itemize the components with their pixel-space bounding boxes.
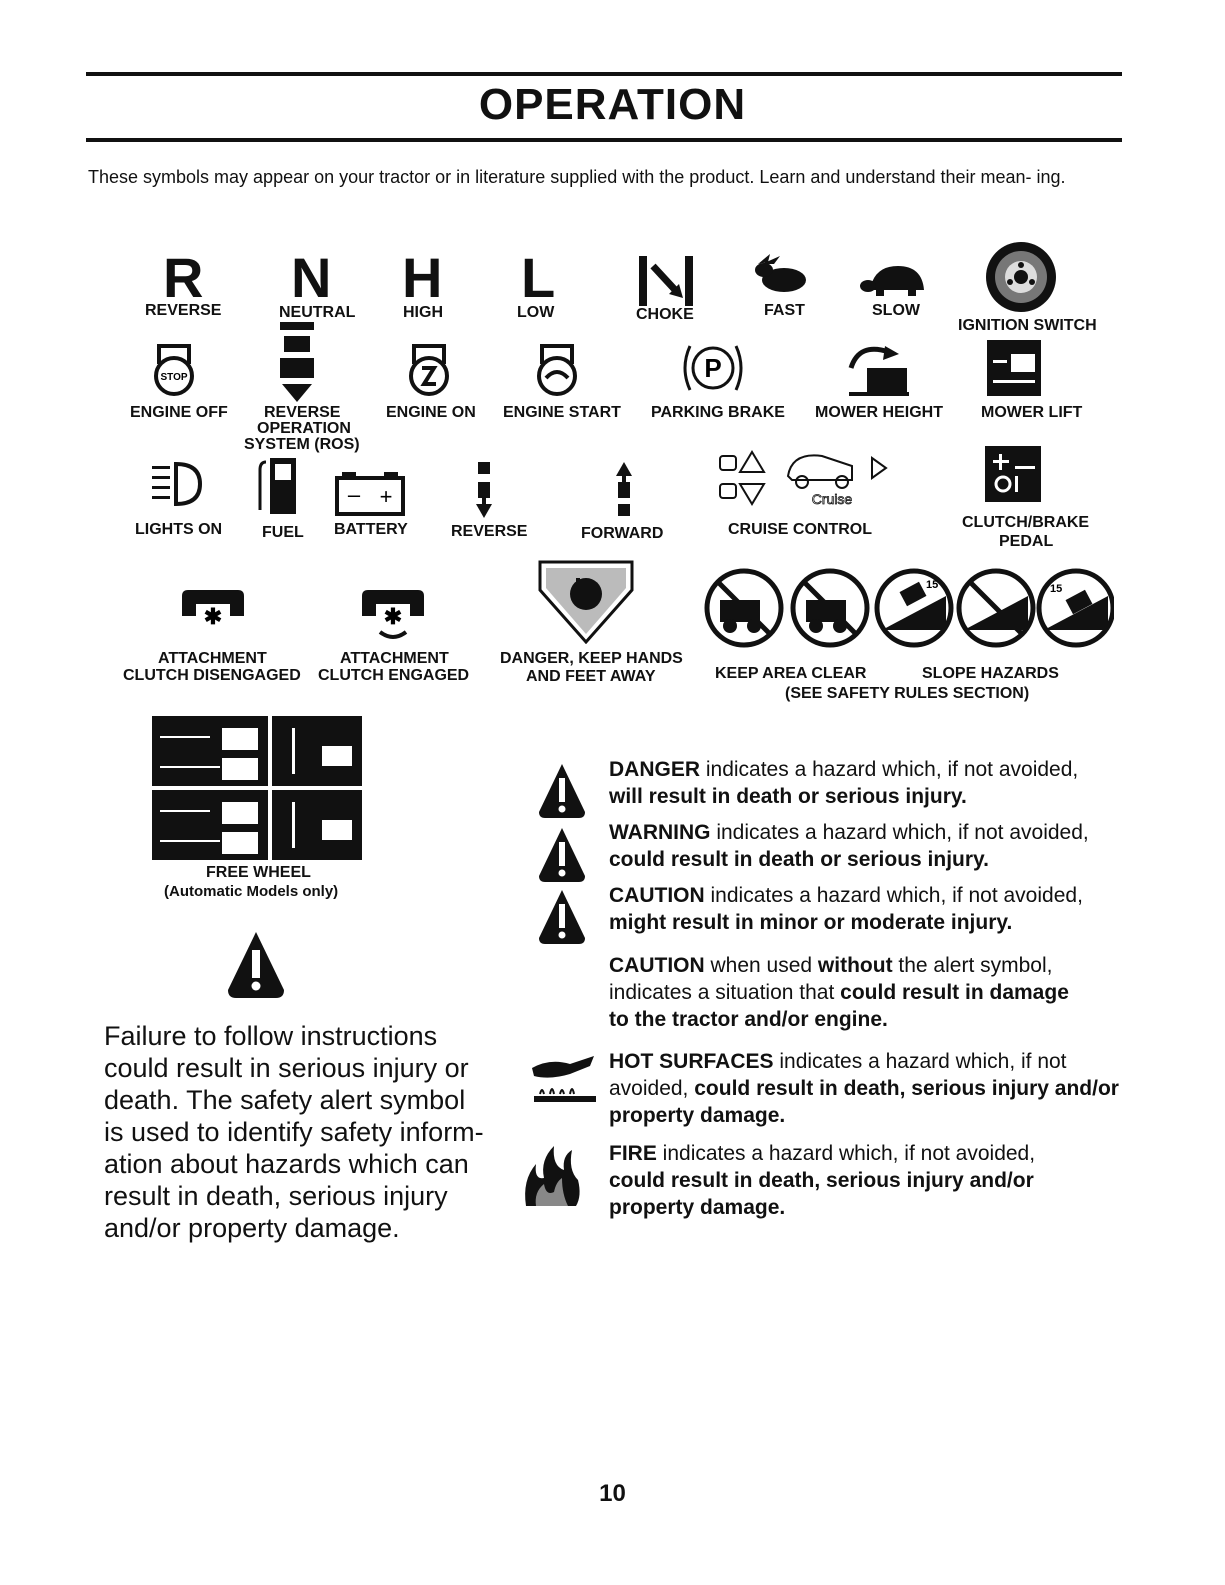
ignition-label: IGNITION SWITCH <box>958 317 1097 334</box>
fire-bold: could result in death, serious injury and/or property damage. <box>609 1169 1034 1219</box>
high-letter: H <box>402 246 443 309</box>
attachment-disengaged-icon <box>178 586 248 632</box>
mower-lift-label: MOWER LIFT <box>981 404 1083 421</box>
hot-message <box>609 1048 1129 1129</box>
engine-start-label: ENGINE START <box>503 404 621 421</box>
fast-label: FAST <box>764 302 805 319</box>
clutch-brake-label-1: CLUTCH/BRAKE <box>962 514 1090 531</box>
danger-message <box>609 756 1129 810</box>
ros-label-2: OPERATION <box>257 420 351 437</box>
low-label: LOW <box>517 304 555 321</box>
forward-label: FORWARD <box>581 525 664 542</box>
fuel-icon <box>258 454 300 516</box>
attach-dis-label-2: CLUTCH DISENGAGED <box>123 667 301 684</box>
caution2-a: when used <box>704 954 818 977</box>
hot-surface-icon <box>530 1050 600 1112</box>
svg-text:+: + <box>379 484 393 509</box>
mower-height-label: MOWER HEIGHT <box>815 404 943 421</box>
svg-text:15: 15 <box>1050 583 1063 595</box>
svg-text:P: P <box>704 353 722 383</box>
danger-mid: indicates a hazard which, if not avoided, <box>700 758 1079 781</box>
danger-word: DANGER <box>609 758 701 781</box>
warning-alert-icon <box>537 826 587 884</box>
neutral-label: NEUTRAL <box>279 304 356 321</box>
keep-clear-icon <box>704 566 874 650</box>
svg-text:✱: ✱ <box>203 604 223 629</box>
automatic-only-label: (Automatic Models only) <box>164 883 339 900</box>
caution-mid: indicates a hazard which, if not avoided, <box>704 884 1083 907</box>
attach-dis-label-1: ATTACHMENT <box>158 650 267 667</box>
battery-icon <box>334 470 406 516</box>
svg-text:STOP: STOP <box>160 372 188 383</box>
fire-word: FIRE <box>609 1142 657 1165</box>
slope-icon <box>874 566 1114 650</box>
turtle-icon <box>860 260 932 300</box>
cruise-icon <box>712 446 902 512</box>
fuel-label: FUEL <box>262 524 304 541</box>
choke-label: CHOKE <box>636 306 694 323</box>
attach-eng-label-1: ATTACHMENT <box>340 650 449 667</box>
clutch-brake-icon <box>985 446 1041 502</box>
clutch-brake-label-2: PEDAL <box>999 533 1054 550</box>
engine-on-icon <box>400 340 458 398</box>
see-safety-label: (SEE SAFETY RULES SECTION) <box>785 685 1030 702</box>
top-rule <box>86 72 1122 76</box>
engine-off-label: ENGINE OFF <box>130 404 228 421</box>
safety-alert-icon <box>226 930 286 1000</box>
high-label: HIGH <box>403 304 443 321</box>
warning-mid: indicates a hazard which, if not avoided, <box>710 821 1089 844</box>
svg-text:✱: ✱ <box>383 604 403 629</box>
engine-start-icon <box>528 340 586 398</box>
danger-hands-label-2: AND FEET AWAY <box>526 668 656 685</box>
forward-arrow-icon <box>612 462 636 518</box>
parking-brake-label: PARKING BRAKE <box>651 404 785 421</box>
slow-label: SLOW <box>872 302 920 319</box>
ros-label-3: SYSTEM (ROS) <box>244 436 360 453</box>
failure-text: Failure to follow instructions could result in serious injury or death. The safety alert symbol is used to identify safety inform- ation about hazards which can result in death, serious injury and/or property damage. <box>104 1021 484 1243</box>
parking-brake-icon <box>680 336 746 400</box>
lights-label: LIGHTS ON <box>135 521 223 538</box>
caution-alert-icon <box>537 888 587 946</box>
free-wheel-icon <box>152 716 362 860</box>
danger-alert-icon <box>537 762 587 820</box>
attachment-engaged-icon <box>358 586 428 642</box>
intro-text: These symbols may appear on your tractor or in literature supplied with the product. Learn and understand their mean- ing. <box>88 167 1066 187</box>
warning-message <box>609 819 1129 873</box>
caution2-message <box>609 952 1089 1033</box>
page-number: 10 <box>599 1480 626 1507</box>
fire-mid: indicates a hazard which, if not avoided, <box>656 1142 1036 1165</box>
engine-on-label: ENGINE ON <box>386 404 476 421</box>
hot-bold: could result in death, serious injury and/or property damage. <box>609 1077 1119 1127</box>
keep-clear-label: KEEP AREA CLEAR <box>715 665 867 682</box>
reverse-arrow-icon <box>472 462 496 518</box>
title-rule <box>86 138 1122 142</box>
fire-message <box>609 1140 1079 1221</box>
cruise-word: Cruise <box>811 491 853 507</box>
attach-eng-label-2: CLUTCH ENGAGED <box>318 667 470 684</box>
reverse2-label: REVERSE <box>451 523 528 540</box>
svg-text:–: – <box>347 482 361 507</box>
engine-off-icon <box>145 340 203 398</box>
hot-mid: indicates a hazard which, if not avoided, <box>609 1050 1067 1100</box>
choke-icon <box>635 252 705 308</box>
warning-word: WARNING <box>609 821 711 844</box>
neutral-letter: N <box>291 246 332 309</box>
slope-label: SLOPE HAZARDS <box>922 665 1059 682</box>
caution2-bold: could result in damage to the tractor and/or engine. <box>609 981 1069 1031</box>
lights-icon <box>150 458 202 510</box>
svg-text:15: 15 <box>926 579 939 591</box>
caution2-word: CAUTION <box>609 954 705 977</box>
ros-label-1: REVERSE <box>264 404 341 421</box>
mower-lift-icon <box>987 340 1041 396</box>
hot-word: HOT SURFACES <box>609 1050 774 1073</box>
page-title: OPERATION <box>478 80 747 129</box>
caution2-without: without <box>817 954 893 977</box>
danger-bold: will result in death or serious injury. <box>609 785 967 808</box>
low-letter: L <box>521 246 556 309</box>
free-wheel-label: FREE WHEEL <box>206 864 311 881</box>
mower-height-icon <box>843 338 913 398</box>
warning-bold: could result in death or serious injury. <box>609 848 990 871</box>
rabbit-icon <box>752 252 814 298</box>
reverse-letter: R <box>163 246 204 309</box>
caution-word: CAUTION <box>609 884 705 907</box>
battery-label: BATTERY <box>334 521 408 538</box>
caution2-b: the alert symbol, indicates a situation that <box>609 954 1053 1004</box>
caution-message <box>609 882 1129 936</box>
reverse-label: REVERSE <box>145 302 222 319</box>
danger-hands-label-1: DANGER, KEEP HANDS <box>500 650 683 667</box>
ros-icon <box>272 320 322 404</box>
caution-bold: might result in minor or moderate injury. <box>609 911 1013 934</box>
cruise-label: CRUISE CONTROL <box>728 521 872 538</box>
danger-hand-icon <box>538 560 634 644</box>
fire-icon <box>518 1140 584 1210</box>
ignition-icon <box>984 240 1058 314</box>
